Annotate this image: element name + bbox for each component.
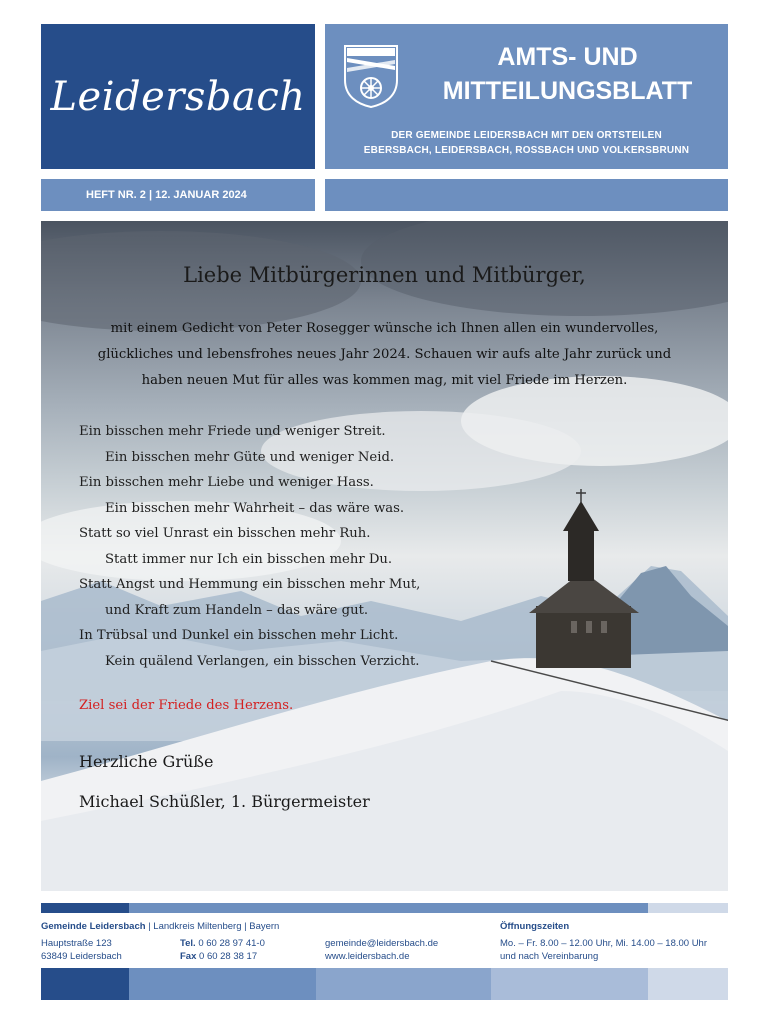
- street: Hauptstraße 123: [41, 938, 112, 949]
- footer-contact: [325, 937, 438, 963]
- closing-line: Ziel sei der Friede des Herzens.: [79, 698, 294, 713]
- subtitle-line-2: EBERSBACH, LEIDERSBACH, ROSSBACH UND VOLKERSBRUNN: [363, 145, 690, 156]
- email-link[interactable]: gemeinde@leidersbach.de: [325, 938, 439, 949]
- footer-bar-bottom-dark: [41, 968, 129, 1000]
- website-link[interactable]: www.leidersbach.de: [325, 951, 410, 962]
- footer-bar-top-dark: [41, 903, 129, 913]
- footer-bar-bottom-mid: [129, 968, 316, 1000]
- subtitle-line-1: DER GEMEINDE LEIDERSBACH MIT DEN ORTSTEILEN: [391, 130, 662, 141]
- cover-photo: [41, 221, 728, 891]
- poem-line: Ein bisschen mehr Friede und weniger Streit.: [79, 424, 386, 439]
- title-line-1: AMTS- UND: [497, 43, 638, 71]
- poem-line: Ein bisschen mehr Wahrheit – das wäre was.: [105, 501, 405, 516]
- signature: Michael Schüßler, 1. Bürgermeister: [79, 792, 370, 811]
- footer-bar-bottom-mid2: [316, 968, 491, 1000]
- fax-number: 0 60 28 38 17: [199, 951, 258, 962]
- footer-bar-bottom-light: [491, 968, 648, 1000]
- hours-line-2: und nach Vereinbarung: [500, 951, 599, 962]
- issue-bar-right: [325, 179, 728, 211]
- regards: Herzliche Grüße: [79, 752, 214, 771]
- intro-line: haben neuen Mut für alles was kommen mag, mit viel Friede im Herzen.: [141, 373, 628, 388]
- poem-line: Ein bisschen mehr Güte und weniger Neid.: [105, 450, 395, 465]
- org-details: | Landkreis Miltenberg | Bayern: [148, 921, 280, 932]
- poem-line: Ein bisschen mehr Liebe und weniger Hass.: [79, 475, 374, 490]
- intro-line: mit einem Gedicht von Peter Rosegger wünsche ich Ihnen allen ein wundervolles,: [110, 321, 659, 336]
- footer-org: [41, 920, 279, 933]
- poem-line: Statt immer nur Ich ein bisschen mehr Du.: [105, 552, 393, 567]
- org-name: Gemeinde Leidersbach: [41, 921, 146, 932]
- intro-line: glückliches und lebensfrohes neues Jahr 2024. Schauen wir aufs alte Jahr zurück und: [97, 347, 672, 362]
- hours-line-1: Mo. – Fr. 8.00 – 12.00 Uhr, Mi. 14.00 – 18.00 Uhr: [500, 938, 708, 949]
- leidersbach-logo: Leidersbach: [50, 73, 306, 120]
- logo-panel: [41, 24, 315, 169]
- title-line-2: MITTEILUNGSBLATT: [442, 77, 693, 105]
- footer-bar-top-mid: [129, 903, 648, 913]
- poem-line: Kein quälend Verlangen, ein bisschen Verzicht.: [105, 654, 420, 669]
- poem-line: Statt Angst und Hemmung ein bisschen mehr Mut,: [79, 577, 421, 592]
- poem-line: In Trübsal und Dunkel ein bisschen mehr Licht.: [79, 628, 399, 643]
- title-panel: [325, 24, 728, 169]
- fax-label: Fax: [180, 951, 197, 962]
- footer-phone: [180, 937, 265, 963]
- tel-number: 0 60 28 97 41-0: [198, 938, 265, 949]
- hours-title: Öffnungszeiten: [500, 921, 570, 932]
- footer-hours: [500, 937, 707, 963]
- poem-line: und Kraft zum Handeln – das wäre gut.: [105, 603, 369, 618]
- poem-line: Statt so viel Unrast ein bisschen mehr Ruh.: [79, 526, 371, 541]
- greeting-title: Liebe Mitbürgerinnen und Mitbürger,: [183, 263, 586, 287]
- tel-label: Tel.: [180, 938, 196, 949]
- municipal-crest-icon: [341, 44, 401, 108]
- footer-bar-top-light: [648, 903, 728, 913]
- city: 63849 Leidersbach: [41, 951, 122, 962]
- footer-bar-bottom-pale: [648, 968, 728, 1000]
- footer-address: [41, 937, 122, 963]
- issue-info: HEFT NR. 2 | 12. JANUAR 2024: [41, 179, 315, 211]
